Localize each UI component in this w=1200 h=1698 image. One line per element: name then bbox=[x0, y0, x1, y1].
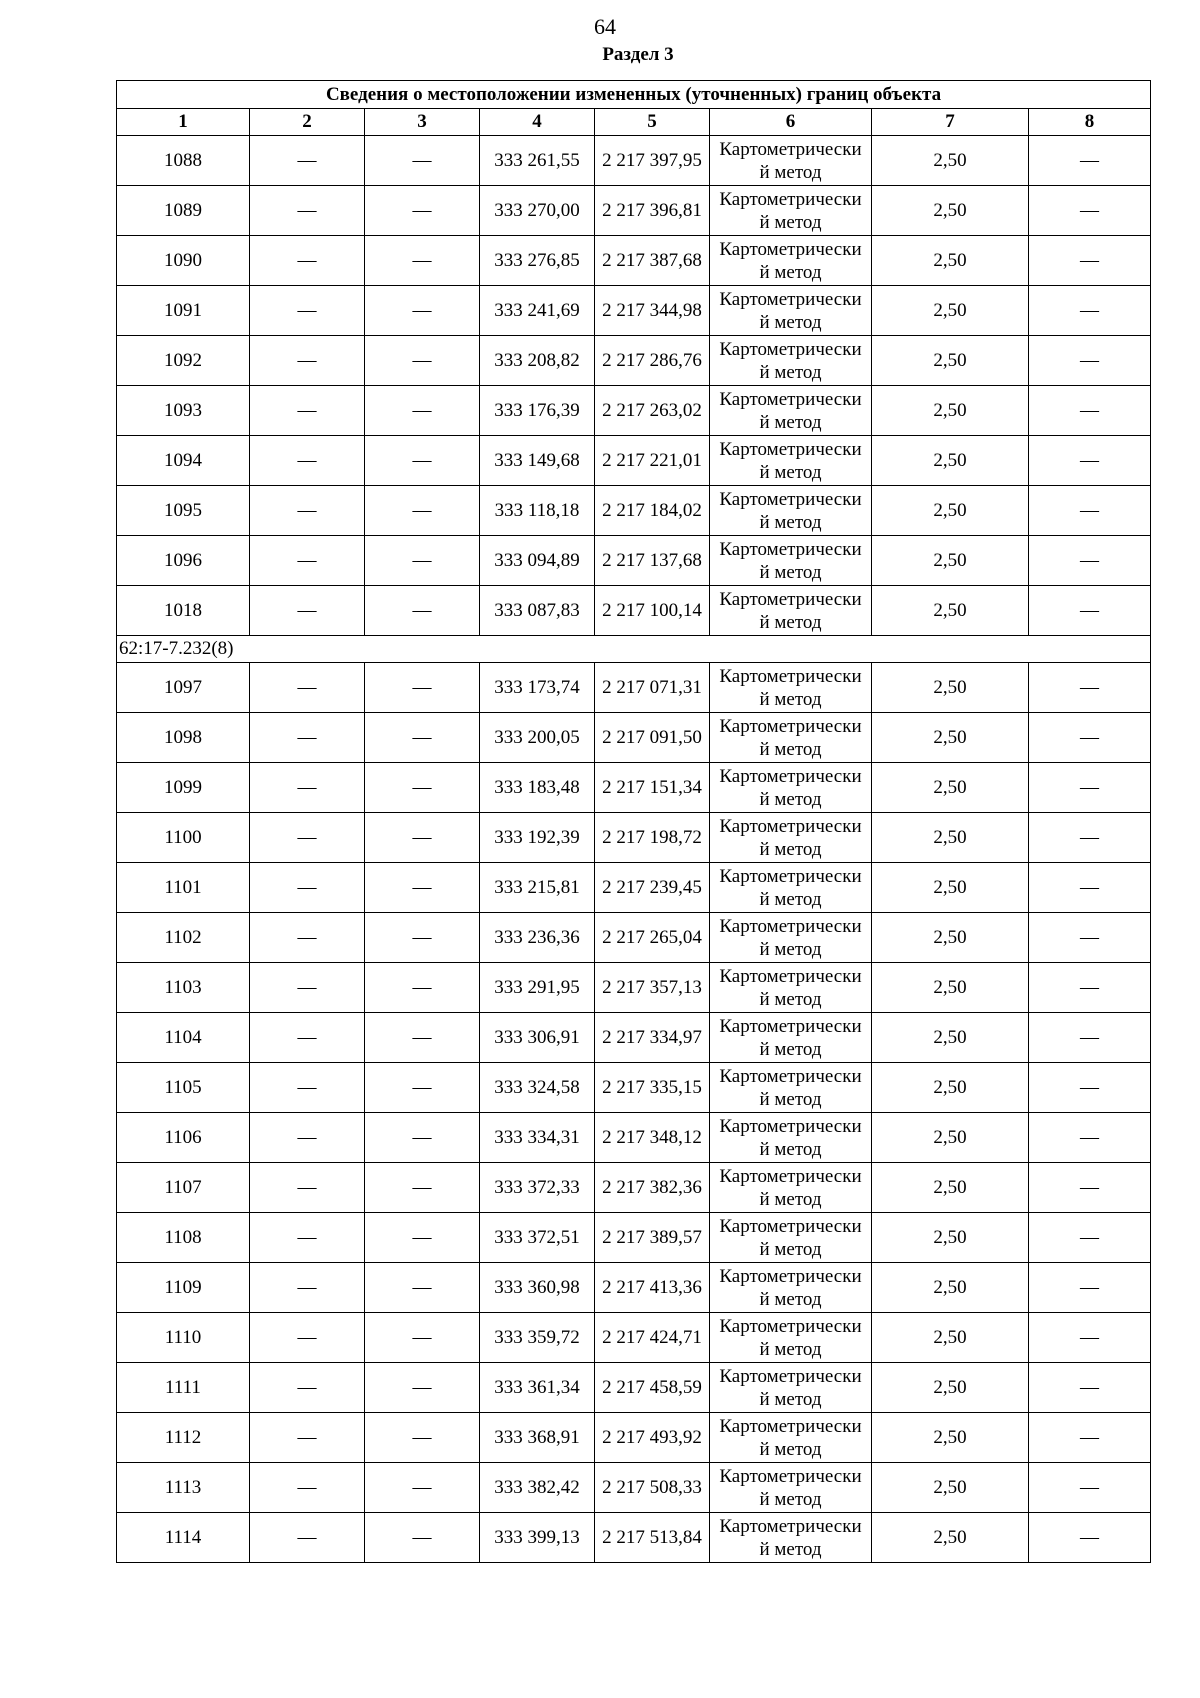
column-number: 5 bbox=[595, 109, 710, 136]
column-number: 8 bbox=[1029, 109, 1151, 136]
table-row bbox=[117, 336, 1151, 386]
y-coordinate-cell: 2 217 239,45 bbox=[595, 863, 710, 913]
table-body bbox=[117, 136, 1151, 1563]
accuracy-cell: 2,50 bbox=[872, 336, 1029, 386]
x-coordinate-cell: 333 208,82 bbox=[480, 336, 595, 386]
x-coordinate-cell: 333 270,00 bbox=[480, 186, 595, 236]
point-number-cell: 1112 bbox=[117, 1413, 250, 1463]
y-coordinate-cell: 2 217 184,02 bbox=[595, 486, 710, 536]
table-row bbox=[117, 1463, 1151, 1513]
col8-cell: — bbox=[1029, 963, 1151, 1013]
col2-cell: — bbox=[250, 1463, 365, 1513]
method-cell: Картометрически й метод bbox=[710, 1263, 872, 1313]
y-coordinate-cell: 2 217 357,13 bbox=[595, 963, 710, 1013]
col8-cell: — bbox=[1029, 1063, 1151, 1113]
col3-cell: — bbox=[365, 1313, 480, 1363]
col2-cell: — bbox=[250, 763, 365, 813]
table-row bbox=[117, 713, 1151, 763]
col2-cell: — bbox=[250, 136, 365, 186]
col8-cell: — bbox=[1029, 136, 1151, 186]
method-cell: Картометрически й метод bbox=[710, 913, 872, 963]
column-number: 1 bbox=[117, 109, 250, 136]
col3-cell: — bbox=[365, 1013, 480, 1063]
col3-cell: — bbox=[365, 236, 480, 286]
x-coordinate-cell: 333 176,39 bbox=[480, 386, 595, 436]
col2-cell: — bbox=[250, 1013, 365, 1063]
table-row bbox=[117, 236, 1151, 286]
accuracy-cell: 2,50 bbox=[872, 186, 1029, 236]
point-number-cell: 1111 bbox=[117, 1363, 250, 1413]
col2-cell: — bbox=[250, 536, 365, 586]
x-coordinate-cell: 333 087,83 bbox=[480, 586, 595, 636]
method-cell: Картометрически й метод bbox=[710, 336, 872, 386]
col2-cell: — bbox=[250, 1513, 365, 1563]
col3-cell: — bbox=[365, 1063, 480, 1113]
y-coordinate-cell: 2 217 348,12 bbox=[595, 1113, 710, 1163]
col3-cell: — bbox=[365, 1413, 480, 1463]
point-number-cell: 1091 bbox=[117, 286, 250, 336]
col2-cell: — bbox=[250, 1263, 365, 1313]
point-number-cell: 1018 bbox=[117, 586, 250, 636]
method-cell: Картометрически й метод bbox=[710, 963, 872, 1013]
col3-cell: — bbox=[365, 336, 480, 386]
y-coordinate-cell: 2 217 334,97 bbox=[595, 1013, 710, 1063]
col3-cell: — bbox=[365, 663, 480, 713]
method-cell: Картометрически й метод bbox=[710, 536, 872, 586]
col8-cell: — bbox=[1029, 1513, 1151, 1563]
col3-cell: — bbox=[365, 486, 480, 536]
col2-cell: — bbox=[250, 663, 365, 713]
accuracy-cell: 2,50 bbox=[872, 1163, 1029, 1213]
accuracy-cell: 2,50 bbox=[872, 1413, 1029, 1463]
col8-cell: — bbox=[1029, 1463, 1151, 1513]
method-cell: Картометрически й метод bbox=[710, 663, 872, 713]
y-coordinate-cell: 2 217 389,57 bbox=[595, 1213, 710, 1263]
table-row bbox=[117, 863, 1151, 913]
point-number-cell: 1108 bbox=[117, 1213, 250, 1263]
x-coordinate-cell: 333 094,89 bbox=[480, 536, 595, 586]
method-cell: Картометрически й метод bbox=[710, 436, 872, 486]
y-coordinate-cell: 2 217 413,36 bbox=[595, 1263, 710, 1313]
col3-cell: — bbox=[365, 763, 480, 813]
y-coordinate-cell: 2 217 493,92 bbox=[595, 1413, 710, 1463]
accuracy-cell: 2,50 bbox=[872, 386, 1029, 436]
table-row bbox=[117, 763, 1151, 813]
y-coordinate-cell: 2 217 387,68 bbox=[595, 236, 710, 286]
col2-cell: — bbox=[250, 236, 365, 286]
col3-cell: — bbox=[365, 1263, 480, 1313]
accuracy-cell: 2,50 bbox=[872, 963, 1029, 1013]
table-row bbox=[117, 586, 1151, 636]
col2-cell: — bbox=[250, 586, 365, 636]
col2-cell: — bbox=[250, 436, 365, 486]
accuracy-cell: 2,50 bbox=[872, 1513, 1029, 1563]
col2-cell: — bbox=[250, 1363, 365, 1413]
table-row bbox=[117, 536, 1151, 586]
col8-cell: — bbox=[1029, 236, 1151, 286]
table-row bbox=[117, 1213, 1151, 1263]
accuracy-cell: 2,50 bbox=[872, 436, 1029, 486]
col3-cell: — bbox=[365, 286, 480, 336]
method-cell: Картометрически й метод bbox=[710, 1163, 872, 1213]
table-row bbox=[117, 813, 1151, 863]
y-coordinate-cell: 2 217 265,04 bbox=[595, 913, 710, 963]
x-coordinate-cell: 333 118,18 bbox=[480, 486, 595, 536]
col3-cell: — bbox=[365, 136, 480, 186]
accuracy-cell: 2,50 bbox=[872, 136, 1029, 186]
col3-cell: — bbox=[365, 386, 480, 436]
accuracy-cell: 2,50 bbox=[872, 813, 1029, 863]
table-row bbox=[117, 1163, 1151, 1213]
x-coordinate-cell: 333 368,91 bbox=[480, 1413, 595, 1463]
col2-cell: — bbox=[250, 1063, 365, 1113]
method-cell: Картометрически й метод bbox=[710, 1363, 872, 1413]
y-coordinate-cell: 2 217 071,31 bbox=[595, 663, 710, 713]
x-coordinate-cell: 333 192,39 bbox=[480, 813, 595, 863]
col2-cell: — bbox=[250, 813, 365, 863]
y-coordinate-cell: 2 217 100,14 bbox=[595, 586, 710, 636]
x-coordinate-cell: 333 149,68 bbox=[480, 436, 595, 486]
accuracy-cell: 2,50 bbox=[872, 1263, 1029, 1313]
col3-cell: — bbox=[365, 813, 480, 863]
column-number: 3 bbox=[365, 109, 480, 136]
method-cell: Картометрически й метод bbox=[710, 136, 872, 186]
x-coordinate-cell: 333 173,74 bbox=[480, 663, 595, 713]
col8-cell: — bbox=[1029, 1163, 1151, 1213]
col2-cell: — bbox=[250, 1213, 365, 1263]
accuracy-cell: 2,50 bbox=[872, 236, 1029, 286]
col8-cell: — bbox=[1029, 1013, 1151, 1063]
method-cell: Картометрически й метод bbox=[710, 713, 872, 763]
col2-cell: — bbox=[250, 1413, 365, 1463]
point-number-cell: 1100 bbox=[117, 813, 250, 863]
col3-cell: — bbox=[365, 713, 480, 763]
table-row bbox=[117, 1013, 1151, 1063]
accuracy-cell: 2,50 bbox=[872, 663, 1029, 713]
method-cell: Картометрически й метод bbox=[710, 586, 872, 636]
y-coordinate-cell: 2 217 382,36 bbox=[595, 1163, 710, 1213]
x-coordinate-cell: 333 334,31 bbox=[480, 1113, 595, 1163]
col8-cell: — bbox=[1029, 486, 1151, 536]
col3-cell: — bbox=[365, 1163, 480, 1213]
accuracy-cell: 2,50 bbox=[872, 586, 1029, 636]
column-number-row bbox=[117, 109, 1151, 136]
method-cell: Картометрически й метод bbox=[710, 1313, 872, 1363]
point-number-cell: 1102 bbox=[117, 913, 250, 963]
y-coordinate-cell: 2 217 137,68 bbox=[595, 536, 710, 586]
table-row bbox=[117, 663, 1151, 713]
point-number-cell: 1093 bbox=[117, 386, 250, 436]
method-cell: Картометрически й метод bbox=[710, 286, 872, 336]
point-number-cell: 1099 bbox=[117, 763, 250, 813]
col3-cell: — bbox=[365, 913, 480, 963]
col8-cell: — bbox=[1029, 663, 1151, 713]
col2-cell: — bbox=[250, 1113, 365, 1163]
col2-cell: — bbox=[250, 486, 365, 536]
col8-cell: — bbox=[1029, 1413, 1151, 1463]
col8-cell: — bbox=[1029, 763, 1151, 813]
col8-cell: — bbox=[1029, 1313, 1151, 1363]
col8-cell: — bbox=[1029, 1363, 1151, 1413]
point-number-cell: 1095 bbox=[117, 486, 250, 536]
x-coordinate-cell: 333 291,95 bbox=[480, 963, 595, 1013]
y-coordinate-cell: 2 217 397,95 bbox=[595, 136, 710, 186]
accuracy-cell: 2,50 bbox=[872, 536, 1029, 586]
col2-cell: — bbox=[250, 286, 365, 336]
y-coordinate-cell: 2 217 091,50 bbox=[595, 713, 710, 763]
point-number-cell: 1097 bbox=[117, 663, 250, 713]
x-coordinate-cell: 333 236,36 bbox=[480, 913, 595, 963]
table-row bbox=[117, 486, 1151, 536]
method-cell: Картометрически й метод bbox=[710, 813, 872, 863]
boundary-coordinates-table bbox=[116, 80, 1151, 1563]
x-coordinate-cell: 333 361,34 bbox=[480, 1363, 595, 1413]
x-coordinate-cell: 333 241,69 bbox=[480, 286, 595, 336]
table-row bbox=[117, 1513, 1151, 1563]
column-number: 4 bbox=[480, 109, 595, 136]
group-header-row bbox=[117, 636, 1151, 663]
page-number: 64 bbox=[594, 14, 616, 39]
col2-cell: — bbox=[250, 1313, 365, 1363]
col8-cell: — bbox=[1029, 386, 1151, 436]
section-title: Раздел 3 bbox=[602, 44, 674, 65]
accuracy-cell: 2,50 bbox=[872, 1463, 1029, 1513]
x-coordinate-cell: 333 276,85 bbox=[480, 236, 595, 286]
col3-cell: — bbox=[365, 963, 480, 1013]
col8-cell: — bbox=[1029, 1113, 1151, 1163]
method-cell: Картометрически й метод bbox=[710, 1463, 872, 1513]
col8-cell: — bbox=[1029, 713, 1151, 763]
col8-cell: — bbox=[1029, 863, 1151, 913]
column-number: 6 bbox=[710, 109, 872, 136]
x-coordinate-cell: 333 382,42 bbox=[480, 1463, 595, 1513]
col3-cell: — bbox=[365, 586, 480, 636]
col3-cell: — bbox=[365, 1113, 480, 1163]
accuracy-cell: 2,50 bbox=[872, 1363, 1029, 1413]
col8-cell: — bbox=[1029, 913, 1151, 963]
table-row bbox=[117, 1263, 1151, 1313]
col8-cell: — bbox=[1029, 586, 1151, 636]
method-cell: Картометрически й метод bbox=[710, 386, 872, 436]
x-coordinate-cell: 333 372,51 bbox=[480, 1213, 595, 1263]
col8-cell: — bbox=[1029, 1263, 1151, 1313]
method-cell: Картометрически й метод bbox=[710, 1513, 872, 1563]
table-row bbox=[117, 963, 1151, 1013]
col8-cell: — bbox=[1029, 813, 1151, 863]
point-number-cell: 1110 bbox=[117, 1313, 250, 1363]
y-coordinate-cell: 2 217 286,76 bbox=[595, 336, 710, 386]
y-coordinate-cell: 2 217 221,01 bbox=[595, 436, 710, 486]
point-number-cell: 1090 bbox=[117, 236, 250, 286]
x-coordinate-cell: 333 215,81 bbox=[480, 863, 595, 913]
table-row bbox=[117, 186, 1151, 236]
accuracy-cell: 2,50 bbox=[872, 863, 1029, 913]
column-number: 7 bbox=[872, 109, 1029, 136]
col8-cell: — bbox=[1029, 286, 1151, 336]
method-cell: Картометрически й метод bbox=[710, 1063, 872, 1113]
table-row bbox=[117, 1063, 1151, 1113]
col3-cell: — bbox=[365, 1213, 480, 1263]
method-cell: Картометрически й метод bbox=[710, 763, 872, 813]
col3-cell: — bbox=[365, 1463, 480, 1513]
table-row bbox=[117, 386, 1151, 436]
y-coordinate-cell: 2 217 508,33 bbox=[595, 1463, 710, 1513]
table-row bbox=[117, 1113, 1151, 1163]
method-cell: Картометрически й метод bbox=[710, 486, 872, 536]
col8-cell: — bbox=[1029, 1213, 1151, 1263]
point-number-cell: 1089 bbox=[117, 186, 250, 236]
y-coordinate-cell: 2 217 335,15 bbox=[595, 1063, 710, 1113]
table-title: Сведения о местоположении измененных (уточненных) границ объекта bbox=[117, 81, 1151, 109]
x-coordinate-cell: 333 359,72 bbox=[480, 1313, 595, 1363]
col2-cell: — bbox=[250, 336, 365, 386]
y-coordinate-cell: 2 217 151,34 bbox=[595, 763, 710, 813]
table-row bbox=[117, 1413, 1151, 1463]
x-coordinate-cell: 333 306,91 bbox=[480, 1013, 595, 1063]
point-number-cell: 1106 bbox=[117, 1113, 250, 1163]
accuracy-cell: 2,50 bbox=[872, 763, 1029, 813]
accuracy-cell: 2,50 bbox=[872, 1063, 1029, 1113]
col3-cell: — bbox=[365, 536, 480, 586]
accuracy-cell: 2,50 bbox=[872, 286, 1029, 336]
y-coordinate-cell: 2 217 513,84 bbox=[595, 1513, 710, 1563]
accuracy-cell: 2,50 bbox=[872, 1013, 1029, 1063]
col8-cell: — bbox=[1029, 536, 1151, 586]
accuracy-cell: 2,50 bbox=[872, 913, 1029, 963]
table-row bbox=[117, 1313, 1151, 1363]
point-number-cell: 1109 bbox=[117, 1263, 250, 1313]
point-number-cell: 1098 bbox=[117, 713, 250, 763]
y-coordinate-cell: 2 217 396,81 bbox=[595, 186, 710, 236]
accuracy-cell: 2,50 bbox=[872, 1313, 1029, 1363]
method-cell: Картометрически й метод bbox=[710, 1413, 872, 1463]
accuracy-cell: 2,50 bbox=[872, 1113, 1029, 1163]
col2-cell: — bbox=[250, 863, 365, 913]
y-coordinate-cell: 2 217 458,59 bbox=[595, 1363, 710, 1413]
point-number-cell: 1092 bbox=[117, 336, 250, 386]
col3-cell: — bbox=[365, 186, 480, 236]
x-coordinate-cell: 333 261,55 bbox=[480, 136, 595, 186]
point-number-cell: 1101 bbox=[117, 863, 250, 913]
x-coordinate-cell: 333 324,58 bbox=[480, 1063, 595, 1113]
method-cell: Картометрически й метод bbox=[710, 1013, 872, 1063]
col2-cell: — bbox=[250, 386, 365, 436]
col8-cell: — bbox=[1029, 336, 1151, 386]
table-row bbox=[117, 1363, 1151, 1413]
col2-cell: — bbox=[250, 1163, 365, 1213]
point-number-cell: 1114 bbox=[117, 1513, 250, 1563]
point-number-cell: 1113 bbox=[117, 1463, 250, 1513]
x-coordinate-cell: 333 372,33 bbox=[480, 1163, 595, 1213]
point-number-cell: 1096 bbox=[117, 536, 250, 586]
method-cell: Картометрически й метод bbox=[710, 863, 872, 913]
method-cell: Картометрически й метод bbox=[710, 186, 872, 236]
method-cell: Картометрически й метод bbox=[710, 236, 872, 286]
y-coordinate-cell: 2 217 198,72 bbox=[595, 813, 710, 863]
col3-cell: — bbox=[365, 1513, 480, 1563]
point-number-cell: 1104 bbox=[117, 1013, 250, 1063]
table-row bbox=[117, 136, 1151, 186]
point-number-cell: 1107 bbox=[117, 1163, 250, 1213]
col8-cell: — bbox=[1029, 186, 1151, 236]
col2-cell: — bbox=[250, 913, 365, 963]
x-coordinate-cell: 333 360,98 bbox=[480, 1263, 595, 1313]
y-coordinate-cell: 2 217 424,71 bbox=[595, 1313, 710, 1363]
table-row bbox=[117, 436, 1151, 486]
col8-cell: — bbox=[1029, 436, 1151, 486]
method-cell: Картометрически й метод bbox=[710, 1213, 872, 1263]
col3-cell: — bbox=[365, 436, 480, 486]
y-coordinate-cell: 2 217 344,98 bbox=[595, 286, 710, 336]
col3-cell: — bbox=[365, 863, 480, 913]
column-number: 2 bbox=[250, 109, 365, 136]
x-coordinate-cell: 333 399,13 bbox=[480, 1513, 595, 1563]
y-coordinate-cell: 2 217 263,02 bbox=[595, 386, 710, 436]
col3-cell: — bbox=[365, 1363, 480, 1413]
x-coordinate-cell: 333 183,48 bbox=[480, 763, 595, 813]
col2-cell: — bbox=[250, 186, 365, 236]
accuracy-cell: 2,50 bbox=[872, 1213, 1029, 1263]
col2-cell: — bbox=[250, 963, 365, 1013]
table-row bbox=[117, 286, 1151, 336]
table-row bbox=[117, 913, 1151, 963]
point-number-cell: 1088 bbox=[117, 136, 250, 186]
point-number-cell: 1103 bbox=[117, 963, 250, 1013]
x-coordinate-cell: 333 200,05 bbox=[480, 713, 595, 763]
col2-cell: — bbox=[250, 713, 365, 763]
accuracy-cell: 2,50 bbox=[872, 713, 1029, 763]
accuracy-cell: 2,50 bbox=[872, 486, 1029, 536]
point-number-cell: 1105 bbox=[117, 1063, 250, 1113]
group-label: 62:17-7.232(8) bbox=[117, 636, 1151, 663]
method-cell: Картометрически й метод bbox=[710, 1113, 872, 1163]
point-number-cell: 1094 bbox=[117, 436, 250, 486]
